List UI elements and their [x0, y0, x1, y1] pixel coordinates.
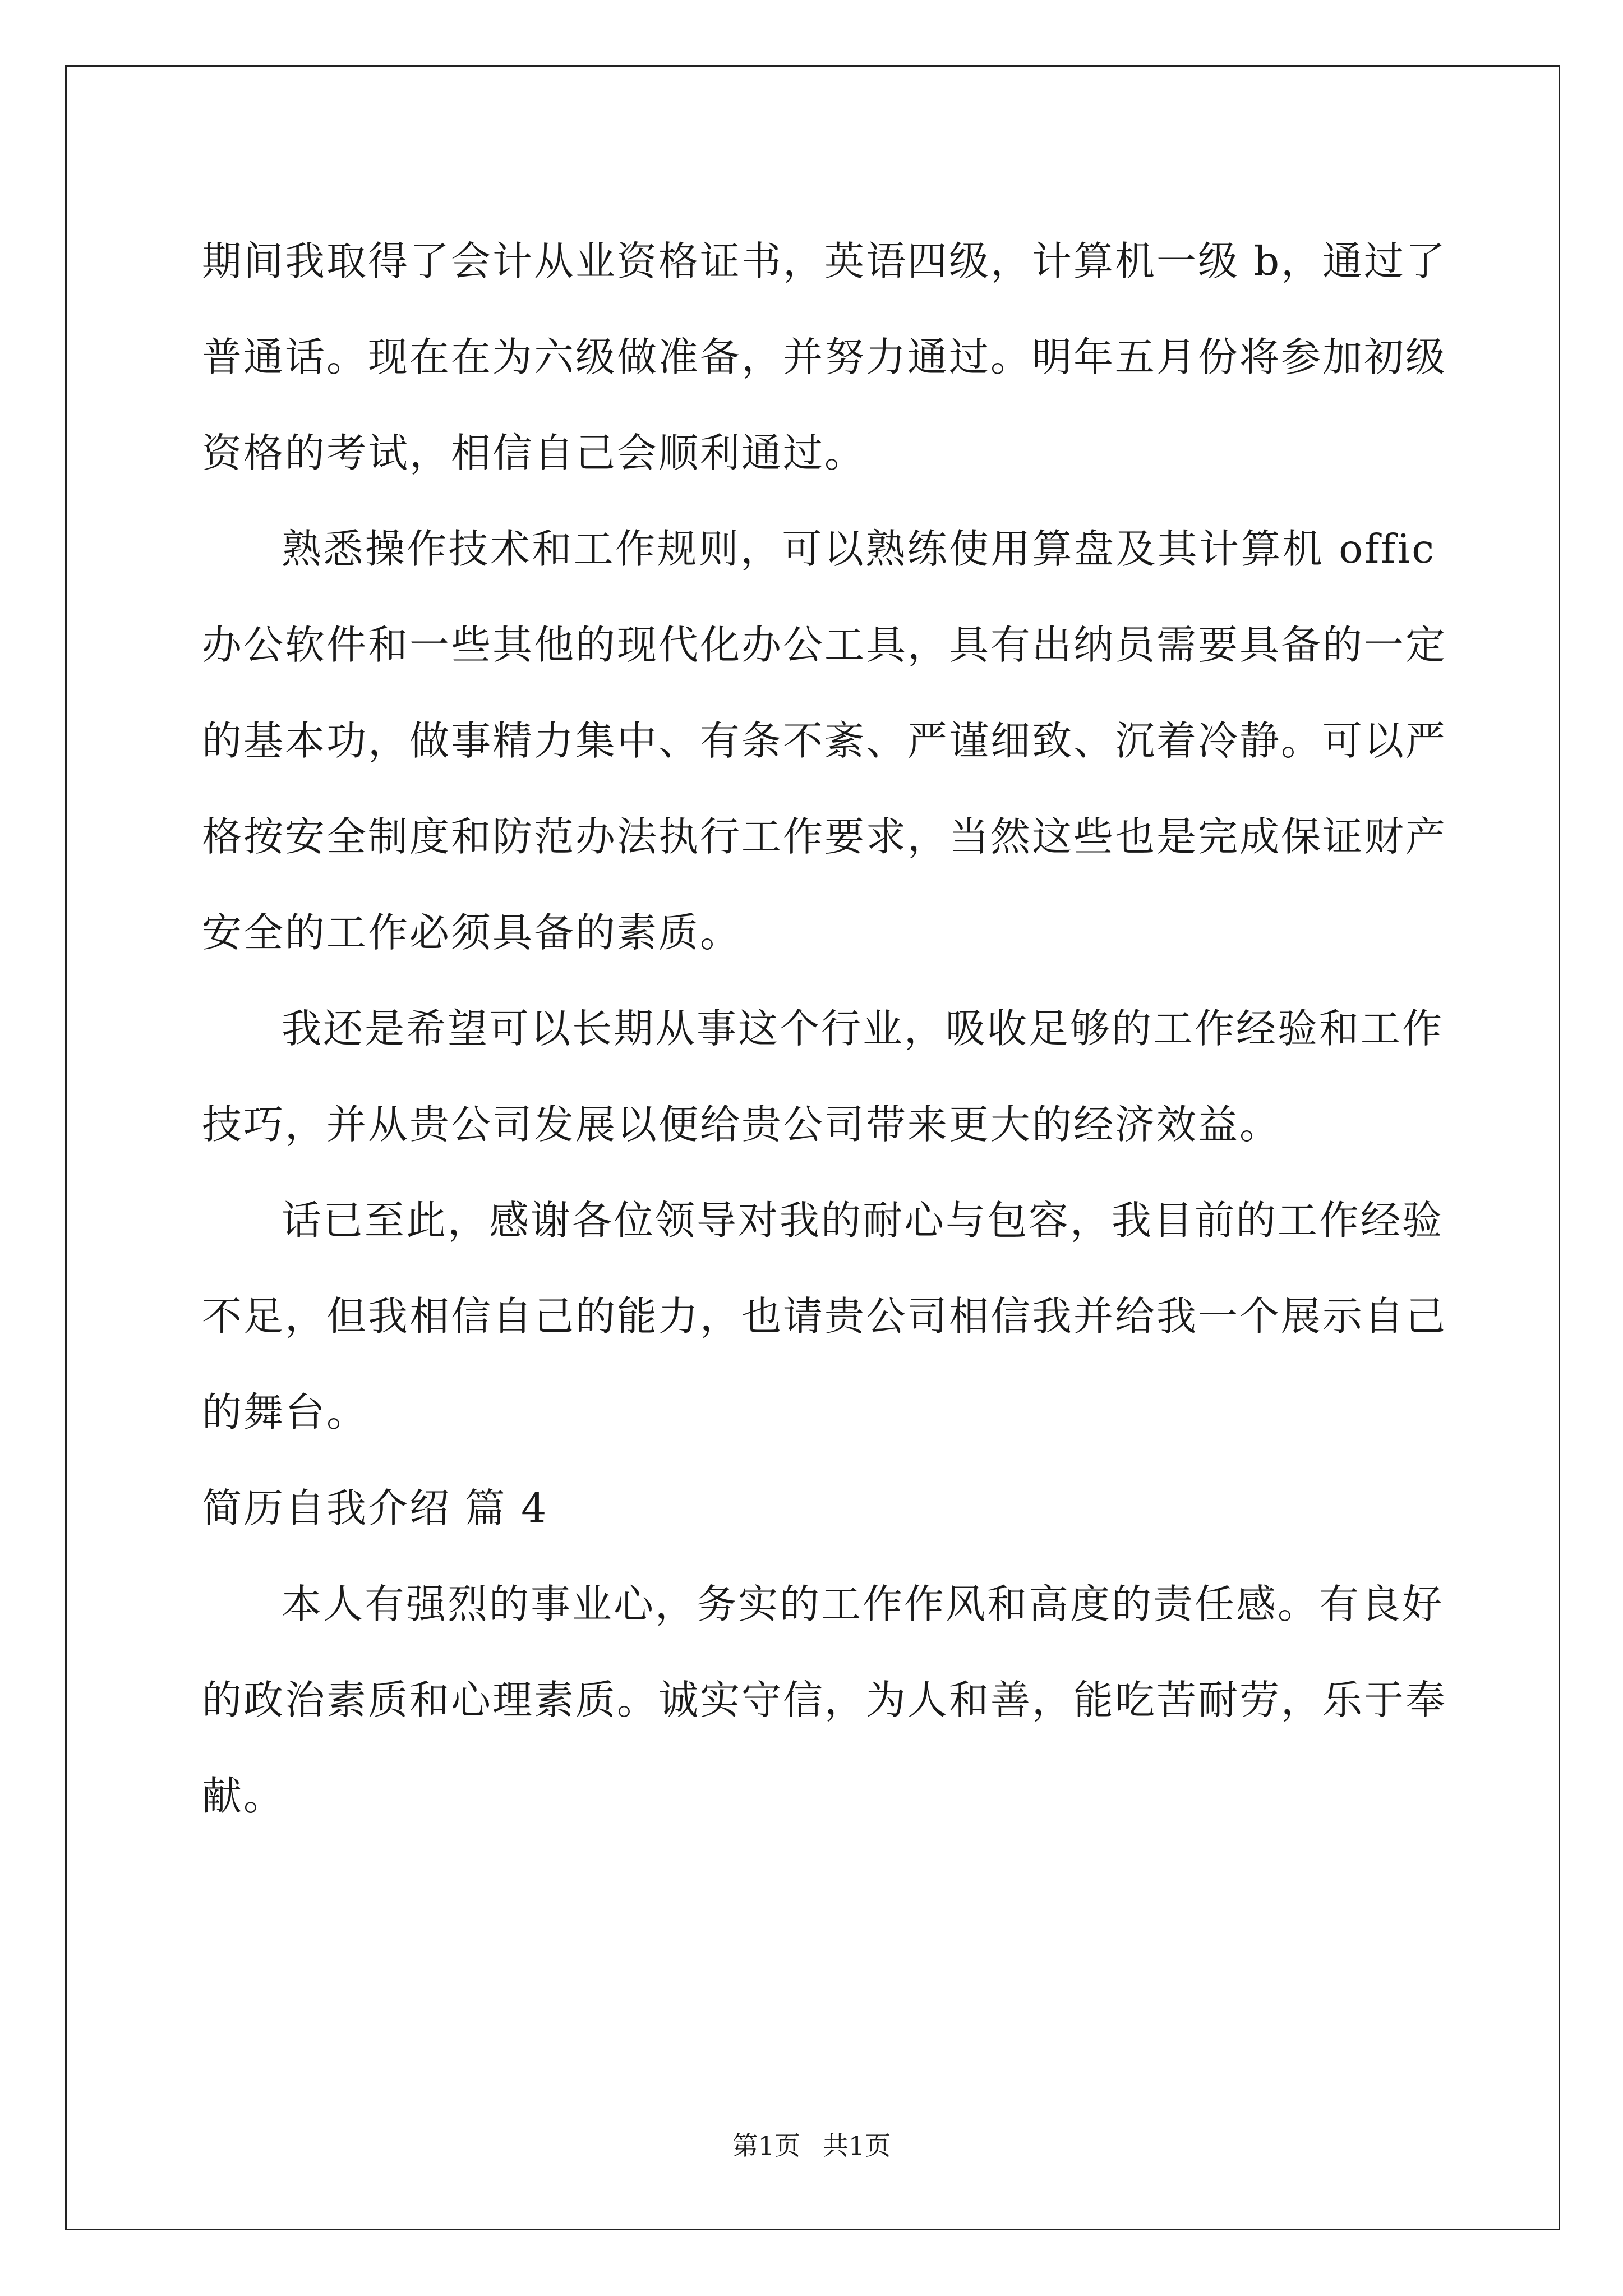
text-line: 话已至此，感谢各位领导对我的耐心与包容，我目前的工作经验	[282, 1197, 1444, 1244]
text-line: 本人有强烈的事业心，务实的工作作风和高度的责任感。有良好	[282, 1581, 1444, 1627]
text-line: 普通话。现在在为六级做准备，并努力通过。明年五月份将参加初级	[202, 334, 1447, 380]
text-line: 安全的工作必须具备的素质。	[202, 909, 742, 956]
paragraph-closing	[202, 1172, 1447, 1460]
document-body	[202, 213, 1447, 1844]
paragraph-character	[202, 1556, 1447, 1844]
text-line: 我还是希望可以长期从事这个行业，吸收足够的工作经验和工作	[282, 1005, 1444, 1052]
paragraph-skills	[202, 501, 1447, 981]
text-line: 的政治素质和心理素质。诚实守信，为人和善，能吃苦耐劳，乐于奉	[202, 1677, 1447, 1723]
text-line: 的基本功，做事精力集中、有条不紊、严谨细致、沉着冷静。可以严	[202, 717, 1447, 764]
page-number-total: 共1页	[823, 2131, 891, 2161]
text-line: 不足，但我相信自己的能力，也请贵公司相信我并给我一个展示自己	[202, 1293, 1447, 1340]
text-line: 的舞台。	[202, 1389, 368, 1435]
text-line: 格按安全制度和防范办法执行工作要求，当然这些也是完成保证财产	[202, 813, 1447, 860]
text-line: 献。	[202, 1773, 285, 1819]
text-line: 办公软件和一些其他的现代化办公工具，具有出纳员需要具备的一定	[202, 622, 1447, 668]
section-heading: 简历自我介绍 篇 4	[202, 1485, 548, 1531]
page-footer	[0, 2129, 1623, 2162]
text-line: 熟悉操作技术和工作规则，可以熟练使用算盘及其计算机 offic	[282, 526, 1436, 572]
text-line: 期间我取得了会计从业资格证书，英语四级，计算机一级 b，通过了	[202, 238, 1447, 284]
paragraph-career-hope	[202, 981, 1444, 1172]
page-number-current: 第1页	[732, 2131, 800, 2161]
paragraph-certificates	[202, 213, 1447, 501]
text-line: 资格的考试，相信自己会顺利通过。	[202, 430, 866, 476]
text-line: 技巧，并从贵公司发展以便给贵公司带来更大的经济效益。	[202, 1101, 1281, 1148]
